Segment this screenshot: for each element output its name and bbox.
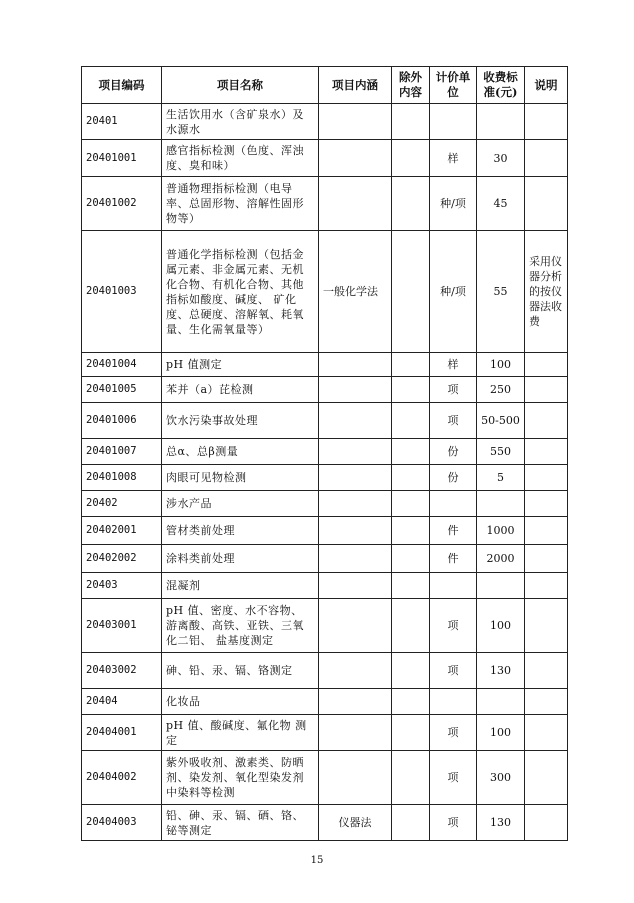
row-code: 20403002 (82, 653, 162, 689)
row-excluded (392, 177, 430, 231)
row-code: 20401004 (82, 353, 162, 377)
fee-table (81, 66, 568, 841)
row-code: 20401008 (82, 465, 162, 491)
row-note (525, 805, 568, 841)
row-scope (319, 465, 392, 491)
row-excluded (392, 751, 430, 805)
row-price: 45 (477, 177, 525, 231)
row-name: pH 值、密度、水不容物、游离酸、高铁、亚铁、三氧化二铝、 盐基度测定 (162, 599, 319, 653)
row-unit (430, 491, 477, 517)
row-price (477, 104, 525, 140)
row-code: 20401002 (82, 177, 162, 231)
row-code: 20402001 (82, 517, 162, 545)
row-unit (430, 689, 477, 715)
table-row (82, 689, 568, 715)
row-excluded (392, 491, 430, 517)
row-scope (319, 403, 392, 439)
row-scope: 仪器法 (319, 805, 392, 841)
row-unit: 份 (430, 465, 477, 491)
table-row (82, 403, 568, 439)
row-price (477, 689, 525, 715)
header-excluded: 除外内容 (392, 67, 430, 104)
row-name: 总α、总β测量 (162, 439, 319, 465)
row-price: 2000 (477, 545, 525, 573)
table-row (82, 231, 568, 353)
row-name: pH 值测定 (162, 353, 319, 377)
row-excluded (392, 231, 430, 353)
row-excluded (392, 545, 430, 573)
row-name: 生活饮用水（含矿泉水）及水源水 (162, 104, 319, 140)
row-note: 采用仪器分析的按仪器法收费 (525, 231, 568, 353)
row-unit (430, 104, 477, 140)
header-code: 项目编码 (82, 67, 162, 104)
row-excluded (392, 439, 430, 465)
row-unit: 件 (430, 545, 477, 573)
row-code: 20401007 (82, 439, 162, 465)
table-row (82, 177, 568, 231)
row-name: 感官指标检测（色度、浑浊度、臭和味） (162, 140, 319, 177)
table-row (82, 377, 568, 403)
table-row (82, 104, 568, 140)
row-excluded (392, 403, 430, 439)
row-note (525, 715, 568, 751)
row-name: 苯并（a）芘检测 (162, 377, 319, 403)
row-price: 100 (477, 353, 525, 377)
row-scope (319, 599, 392, 653)
table-row (82, 599, 568, 653)
row-note (525, 545, 568, 573)
row-code: 20404002 (82, 751, 162, 805)
table-row (82, 517, 568, 545)
row-price: 50-500 (477, 403, 525, 439)
row-name: 肉眼可见物检测 (162, 465, 319, 491)
row-excluded (392, 689, 430, 715)
header-scope: 项目内涵 (319, 67, 392, 104)
row-unit: 种/项 (430, 231, 477, 353)
row-excluded (392, 653, 430, 689)
row-scope (319, 545, 392, 573)
row-price: 130 (477, 805, 525, 841)
row-excluded (392, 104, 430, 140)
row-price: 5 (477, 465, 525, 491)
row-excluded (392, 517, 430, 545)
row-price: 550 (477, 439, 525, 465)
row-note (525, 517, 568, 545)
row-price: 100 (477, 599, 525, 653)
table-row (82, 653, 568, 689)
row-note (525, 377, 568, 403)
row-unit: 件 (430, 517, 477, 545)
row-scope (319, 439, 392, 465)
row-unit: 份 (430, 439, 477, 465)
row-unit: 项 (430, 805, 477, 841)
row-excluded (392, 465, 430, 491)
row-note (525, 491, 568, 517)
table-row (82, 573, 568, 599)
table-row (82, 465, 568, 491)
header-note: 说明 (525, 67, 568, 104)
row-code: 20403 (82, 573, 162, 599)
row-excluded (392, 805, 430, 841)
row-name: 砷、铅、汞、镉、铬测定 (162, 653, 319, 689)
row-note (525, 140, 568, 177)
row-code: 20401 (82, 104, 162, 140)
row-note (525, 751, 568, 805)
fee-table-container (81, 66, 567, 841)
row-scope (319, 140, 392, 177)
row-note (525, 403, 568, 439)
row-name: 涂料类前处理 (162, 545, 319, 573)
row-scope (319, 104, 392, 140)
row-name: 化妆品 (162, 689, 319, 715)
row-price: 130 (477, 653, 525, 689)
table-row (82, 751, 568, 805)
row-note (525, 353, 568, 377)
row-note (525, 465, 568, 491)
row-price: 250 (477, 377, 525, 403)
row-note (525, 439, 568, 465)
row-excluded (392, 599, 430, 653)
row-name: pH 值、酸碱度、氟化物 测定 (162, 715, 319, 751)
header-price: 收费标准(元) (477, 67, 525, 104)
row-name: 管材类前处理 (162, 517, 319, 545)
row-unit: 项 (430, 403, 477, 439)
row-unit: 样 (430, 140, 477, 177)
row-code: 20404003 (82, 805, 162, 841)
row-unit (430, 573, 477, 599)
row-code: 20401001 (82, 140, 162, 177)
table-row (82, 140, 568, 177)
row-note (525, 573, 568, 599)
row-price (477, 491, 525, 517)
row-scope (319, 353, 392, 377)
page-number: 15 (310, 855, 324, 866)
row-note (525, 177, 568, 231)
row-name: 混凝剂 (162, 573, 319, 599)
table-row (82, 545, 568, 573)
row-excluded (392, 715, 430, 751)
row-unit: 项 (430, 715, 477, 751)
row-price: 1000 (477, 517, 525, 545)
row-code: 20401006 (82, 403, 162, 439)
row-code: 20404001 (82, 715, 162, 751)
row-unit: 项 (430, 653, 477, 689)
table-row (82, 439, 568, 465)
row-scope (319, 377, 392, 403)
row-scope (319, 177, 392, 231)
row-code: 20401003 (82, 231, 162, 353)
row-scope (319, 573, 392, 599)
row-scope (319, 517, 392, 545)
row-code: 20401005 (82, 377, 162, 403)
row-unit: 项 (430, 377, 477, 403)
row-unit: 项 (430, 599, 477, 653)
row-scope (319, 715, 392, 751)
row-price: 100 (477, 715, 525, 751)
row-code: 20402002 (82, 545, 162, 573)
row-scope (319, 491, 392, 517)
row-price: 300 (477, 751, 525, 805)
table-header-row (82, 67, 568, 104)
table-row (82, 353, 568, 377)
row-excluded (392, 573, 430, 599)
row-excluded (392, 377, 430, 403)
row-name: 紫外吸收剂、激素类、防晒剂、染发剂、氧化型染发剂中染料等检测 (162, 751, 319, 805)
header-unit: 计价单位 (430, 67, 477, 104)
row-note (525, 689, 568, 715)
row-name: 普通物理指标检测（电导率、总固形物、溶解性固形物等） (162, 177, 319, 231)
row-scope (319, 689, 392, 715)
header-name: 项目名称 (162, 67, 319, 104)
table-row (82, 715, 568, 751)
row-note (525, 104, 568, 140)
row-scope (319, 653, 392, 689)
row-scope: 一般化学法 (319, 231, 392, 353)
row-note (525, 599, 568, 653)
row-code: 20403001 (82, 599, 162, 653)
row-note (525, 653, 568, 689)
row-scope (319, 751, 392, 805)
row-unit: 项 (430, 751, 477, 805)
row-name: 饮水污染事故处理 (162, 403, 319, 439)
row-price: 30 (477, 140, 525, 177)
row-name: 铅、砷、汞、镉、硒、铬、铋等测定 (162, 805, 319, 841)
row-price (477, 573, 525, 599)
row-code: 20402 (82, 491, 162, 517)
row-price: 55 (477, 231, 525, 353)
row-name: 普通化学指标检测（包括金属元素、非金属元素、无机化合物、有机化合物、其他指标如酸度、碱度、 矿化度、总硬度、溶解氧、耗氧量、生化需氧量等） (162, 231, 319, 353)
row-unit: 种/项 (430, 177, 477, 231)
row-excluded (392, 353, 430, 377)
table-row (82, 805, 568, 841)
row-code: 20404 (82, 689, 162, 715)
row-unit: 样 (430, 353, 477, 377)
table-row (82, 491, 568, 517)
row-name: 涉水产品 (162, 491, 319, 517)
row-excluded (392, 140, 430, 177)
